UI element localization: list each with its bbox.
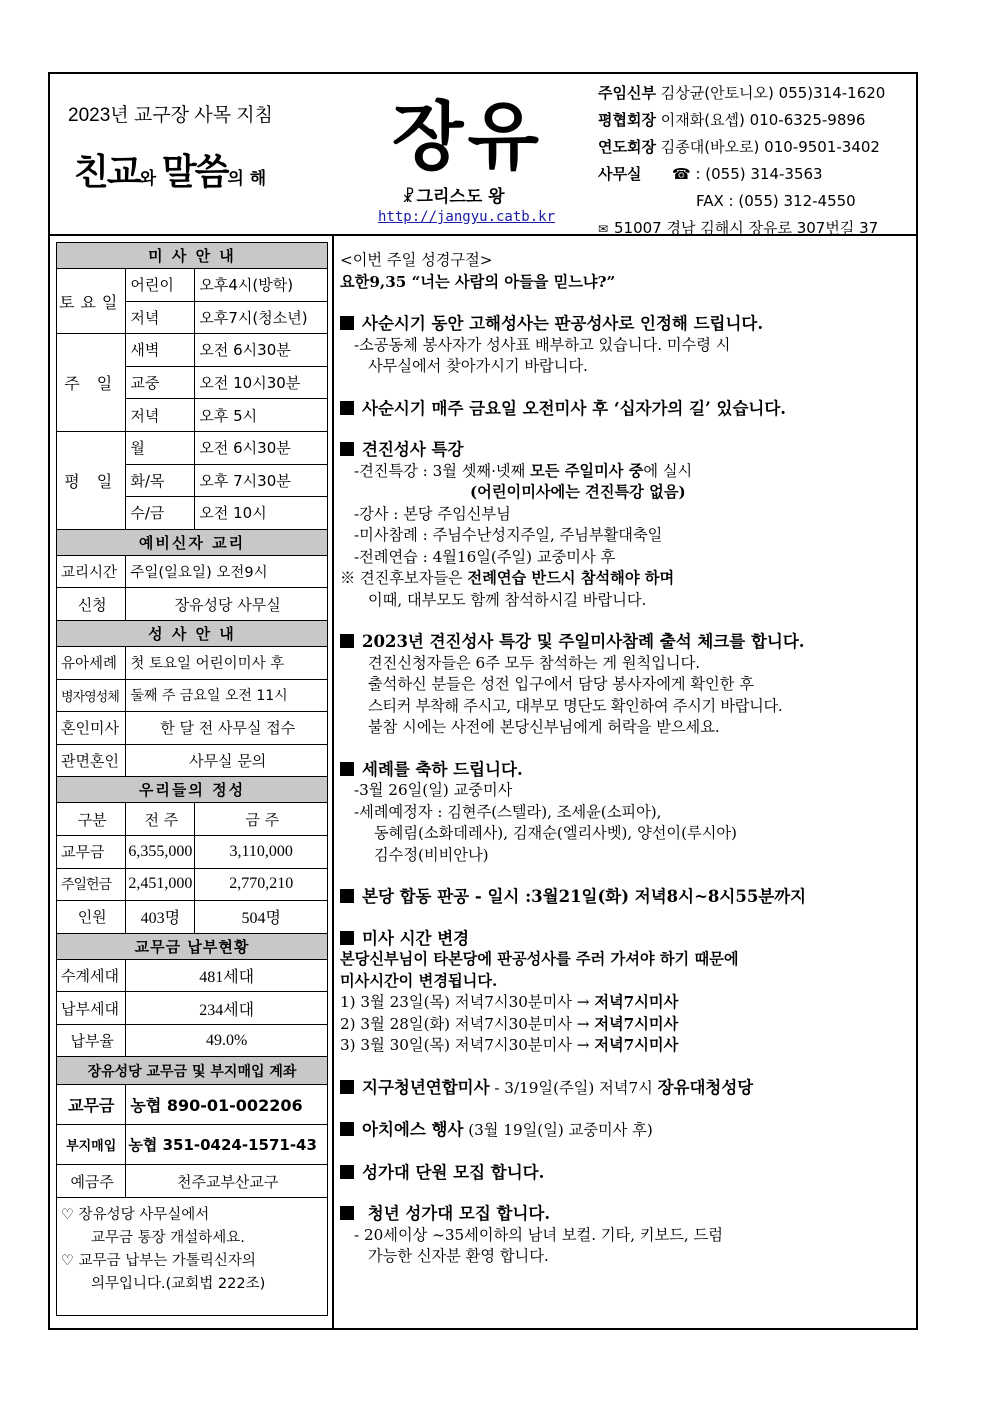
square-bullet-icon bbox=[340, 931, 354, 945]
contact-prayer: 연도회장 김종대(바오로) 010-9501-3402 bbox=[598, 138, 880, 156]
mass-kind: 수/금 bbox=[126, 497, 195, 530]
notice-line: ※ 견진후보자들은 전례연습 반드시 참석해야 하며 bbox=[340, 569, 675, 587]
square-bullet-icon bbox=[340, 889, 354, 903]
notice-line: -소공동체 봉사자가 성사표 배부하고 있습니다. 미수령 시 bbox=[354, 335, 731, 354]
mass-kind: 월 bbox=[126, 431, 195, 464]
note-line: ♡ 장유성당 사무실에서 bbox=[61, 1207, 210, 1224]
announcements bbox=[340, 250, 916, 1268]
notice-line: -강사 : 본당 주임신부님 bbox=[354, 504, 511, 523]
mass-kind: 저녁 bbox=[126, 301, 195, 334]
square-bullet-icon bbox=[340, 1206, 354, 1220]
saturday-label: 토요일 bbox=[57, 269, 126, 334]
offering-row-label: 인원 bbox=[57, 901, 126, 934]
notice-line: -전례연습 : 4월16일(주일) 교중미사 후 bbox=[354, 547, 616, 566]
notice-line: 미사시간이 변경됩니다. bbox=[340, 971, 498, 990]
sidebar-table bbox=[56, 242, 328, 1198]
notice-line: -미사참례 : 주님수난성지주일, 주님부활대축일 bbox=[354, 526, 663, 544]
contact-block bbox=[598, 80, 885, 243]
subtitle-text: 그리스도 왕 bbox=[416, 187, 505, 207]
note-line: ♡ 교무금 납부는 가톨릭신자의 bbox=[61, 1253, 256, 1270]
notice-line: -세례예정자 : 김현주(스텔라), 조세윤(소피아), bbox=[354, 802, 662, 821]
liturgical-subtitle bbox=[402, 182, 505, 207]
motto-particle-1: 와 bbox=[139, 169, 162, 189]
attendance-prev-week: 403명 bbox=[126, 901, 195, 934]
sunday-label: 주 일 bbox=[57, 334, 126, 432]
notice-line: -견진특강 : 3월 셋째·넷째 모든 주일미사 중에 실시 bbox=[354, 461, 693, 480]
verse-title: <이번 주일 성경구절> bbox=[340, 251, 493, 269]
sacrament-info: 둘째 주 금요일 오전 11시 bbox=[126, 679, 328, 712]
parish-website-link[interactable]: http://jangyu.catb.kr bbox=[378, 209, 556, 225]
dues-heading: 교무금 납부현황 bbox=[57, 933, 328, 959]
contact-fax: FAX : (055) 312-4550 bbox=[696, 192, 856, 210]
mass-time: 오후 5시 bbox=[195, 399, 328, 432]
square-bullet-icon bbox=[340, 762, 354, 776]
offering-this-week: 2,770,210 bbox=[195, 868, 328, 901]
notice-line: 사무실에서 찾아가시기 바랍니다. bbox=[368, 357, 588, 375]
offering-prev-week: 2,451,000 bbox=[126, 868, 195, 901]
dues-value: 481세대 bbox=[126, 959, 328, 992]
sacrament-name: 혼인미사 bbox=[57, 712, 126, 745]
contact-office: 사무실 ☎ : (055) 314-3563 bbox=[598, 165, 823, 183]
square-bullet-icon bbox=[340, 1080, 354, 1094]
square-bullet-icon bbox=[340, 401, 354, 415]
square-bullet-icon bbox=[340, 442, 354, 456]
contact-pastor: 주임신부 김상균(안토니오) 055)314-1620 bbox=[598, 84, 886, 102]
notice-heading: 사순시기 매주 금요일 오전미사 후 ‘십자가의 길’ 있습니다. bbox=[340, 398, 916, 420]
offering-this-week: 3,110,000 bbox=[195, 835, 328, 868]
motto-theme bbox=[74, 144, 266, 195]
notice-line: 동혜림(소화데레사), 김재순(엘리사벳), 양선이(루시아) bbox=[374, 824, 737, 842]
notice-heading: 사순시기 동안 고해성사는 판공성사로 인정해 드립니다. bbox=[340, 313, 916, 335]
notice-line: 본당신부님이 타본당에 판공성사를 주러 가셔야 하기 때문에 bbox=[340, 950, 739, 968]
column-divider bbox=[332, 236, 334, 1330]
motto-particle-2: 의 해 bbox=[227, 169, 267, 189]
mass-schedule-heading: 미 사 안 내 bbox=[57, 243, 328, 269]
contact-council: 평협회장 이재화(요셉) 010-6325-9896 bbox=[598, 111, 866, 129]
offering-row-label: 교무금 bbox=[57, 835, 126, 868]
notice-heading: 견진성사 특강 bbox=[340, 439, 916, 461]
dues-label: 납부율 bbox=[57, 1024, 126, 1057]
attendance-this-week: 504명 bbox=[195, 901, 328, 934]
mass-kind: 어린이 bbox=[126, 269, 195, 302]
dues-label: 납부세대 bbox=[57, 992, 126, 1025]
notice-line: 불참 시에는 사전에 본당신부님에게 허락을 받으세요. bbox=[368, 718, 720, 736]
offering-heading: 우리들의 정성 bbox=[57, 777, 328, 803]
sacrament-heading: 성 사 안 내 bbox=[57, 620, 328, 646]
mass-time: 오후7시(청소년) bbox=[195, 301, 328, 334]
mass-kind: 새벽 bbox=[126, 334, 195, 367]
info-sidebar bbox=[56, 242, 328, 1316]
notice-line: -3월 26일(일) 교중미사 bbox=[354, 781, 513, 799]
notice-heading: 성가대 단원 모집 합니다. bbox=[340, 1162, 916, 1184]
square-bullet-icon bbox=[340, 316, 354, 330]
note-line: 의무입니다.(교회법 222조) bbox=[91, 1276, 266, 1293]
square-bullet-icon bbox=[340, 634, 354, 648]
schedule-change-item: 2) 3월 28일(화) 저녁7시30분미사 → 저녁7시미사 bbox=[340, 1014, 679, 1033]
account-label: 교무금 bbox=[57, 1085, 126, 1125]
dues-value: 234세대 bbox=[126, 992, 328, 1025]
note-line: 교무금 통장 개설하세요. bbox=[91, 1230, 245, 1247]
mass-time: 오전 6시30분 bbox=[195, 334, 328, 367]
verse-text: 요한9,35 “너는 사람의 아들을 믿느냐?” bbox=[340, 272, 616, 291]
mass-time: 오후 7시30분 bbox=[195, 464, 328, 497]
notice-line: 김수정(비비안나) bbox=[374, 845, 489, 864]
notice-heading: 본당 합동 판공 - 일시 :3월21일(화) 저녁8시~8시55분까지 bbox=[340, 886, 916, 908]
sacrament-info: 한 달 전 사무실 접수 bbox=[126, 712, 328, 745]
mass-kind: 저녁 bbox=[126, 399, 195, 432]
account-holder: 천주교부산교구 bbox=[126, 1165, 328, 1198]
sacrament-name: 유아세례 bbox=[57, 646, 126, 679]
catechism-time-value: 주일(일요일) 오전9시 bbox=[126, 555, 328, 588]
schedule-change-item: 3) 3월 30일(목) 저녁7시30분미사 → 저녁7시미사 bbox=[340, 1036, 679, 1054]
bulletin-frame bbox=[48, 72, 918, 1330]
notice-line: 이때, 대부모도 함께 참석하시길 바랍니다. bbox=[368, 590, 647, 609]
notice-line: 견진신청자들은 6주 모두 참석하는 게 원칙입니다. bbox=[368, 653, 701, 672]
account-number: 농협 351-0424-1571-43 bbox=[126, 1125, 328, 1165]
sidebar-notes bbox=[56, 1198, 328, 1316]
accounts-heading: 장유성당 교무금 및 부지매입 계좌 bbox=[57, 1057, 328, 1085]
mass-kind: 교중 bbox=[126, 366, 195, 399]
notice-line: 가능한 신자분 환영 합니다. bbox=[368, 1247, 549, 1265]
notice-heading: 세례를 축하 드립니다. bbox=[340, 759, 916, 781]
notice-heading: 지구청년연합미사 - 3/19일(주일) 저녁7시 장유대청성당 bbox=[340, 1077, 916, 1100]
square-bullet-icon bbox=[340, 1122, 354, 1136]
sacrament-info: 첫 토요일 어린이미사 후 bbox=[126, 646, 328, 679]
mass-kind: 화/목 bbox=[126, 464, 195, 497]
dues-rate: 49.0% bbox=[126, 1024, 328, 1057]
account-number: 농협 890-01-002206 bbox=[126, 1085, 328, 1125]
motto-year-line: 2023년 교구장 사목 지침 bbox=[68, 105, 273, 126]
mass-time: 오전 6시30분 bbox=[195, 431, 328, 464]
mass-time: 오전 10시 bbox=[195, 497, 328, 530]
mail-icon: ✉ bbox=[598, 222, 609, 236]
weekday-label: 평 일 bbox=[57, 431, 126, 529]
motto-word-communion: 친교 bbox=[74, 151, 140, 193]
mass-time: 오전 10시30분 bbox=[195, 366, 328, 399]
chi-rho-icon: ☧ bbox=[402, 187, 415, 206]
account-holder-label: 예금주 bbox=[57, 1165, 126, 1198]
application-label: 신청 bbox=[57, 588, 126, 621]
offering-prev-week: 6,355,000 bbox=[126, 835, 195, 868]
account-label: 부지매입 bbox=[57, 1125, 126, 1165]
offering-col-header: 금 주 bbox=[195, 803, 328, 836]
contact-address: ✉ 51007 경남 김해시 장유로 307번길 37 bbox=[598, 215, 885, 243]
offering-col-header: 전 주 bbox=[126, 803, 195, 836]
schedule-change-item: 1) 3월 23일(목) 저녁7시30분미사 → 저녁7시미사 bbox=[340, 993, 679, 1011]
mass-time: 오후4시(방학) bbox=[195, 269, 328, 302]
bulletin-header bbox=[50, 74, 916, 236]
catechumen-heading: 예비신자 교리 bbox=[57, 529, 328, 555]
offering-row-label: 주일헌금 bbox=[57, 868, 126, 901]
notice-heading: 청년 성가대 모집 합니다. bbox=[340, 1203, 916, 1225]
parish-title: 장유 bbox=[392, 94, 543, 180]
square-bullet-icon bbox=[340, 1165, 354, 1179]
motto-word-word: 말씀 bbox=[161, 151, 228, 193]
dues-label: 수계세대 bbox=[57, 959, 126, 992]
catechism-time-label: 교리시간 bbox=[57, 555, 126, 588]
sacrament-name: 관면혼인 bbox=[57, 744, 126, 777]
notice-line: - 20세이상 ~35세이하의 남녀 보컬. 기타, 키보드, 드럼 bbox=[354, 1225, 723, 1244]
sacrament-info: 사무실 문의 bbox=[126, 744, 328, 777]
notice-heading: 아치에스 행사 (3월 19일(일) 교중미사 후) bbox=[340, 1119, 916, 1142]
notice-line: 스티커 부착해 주시고, 대부모 명단도 확인하여 주시기 바랍니다. bbox=[368, 696, 783, 715]
notice-line: (어린이미사에는 견진특강 없음) bbox=[470, 483, 686, 501]
application-value: 장유성당 사무실 bbox=[126, 588, 328, 621]
sacrament-name: 병자영성체 bbox=[57, 679, 126, 712]
notice-heading: 미사 시간 변경 bbox=[340, 928, 916, 950]
notice-heading: 2023년 견진성사 특강 및 주일미사참례 출석 체크를 합니다. bbox=[340, 631, 916, 653]
offering-col-header: 구분 bbox=[57, 803, 126, 836]
notice-line: 출석하신 분들은 성전 입구에서 담당 봉사자에게 확인한 후 bbox=[368, 675, 754, 693]
